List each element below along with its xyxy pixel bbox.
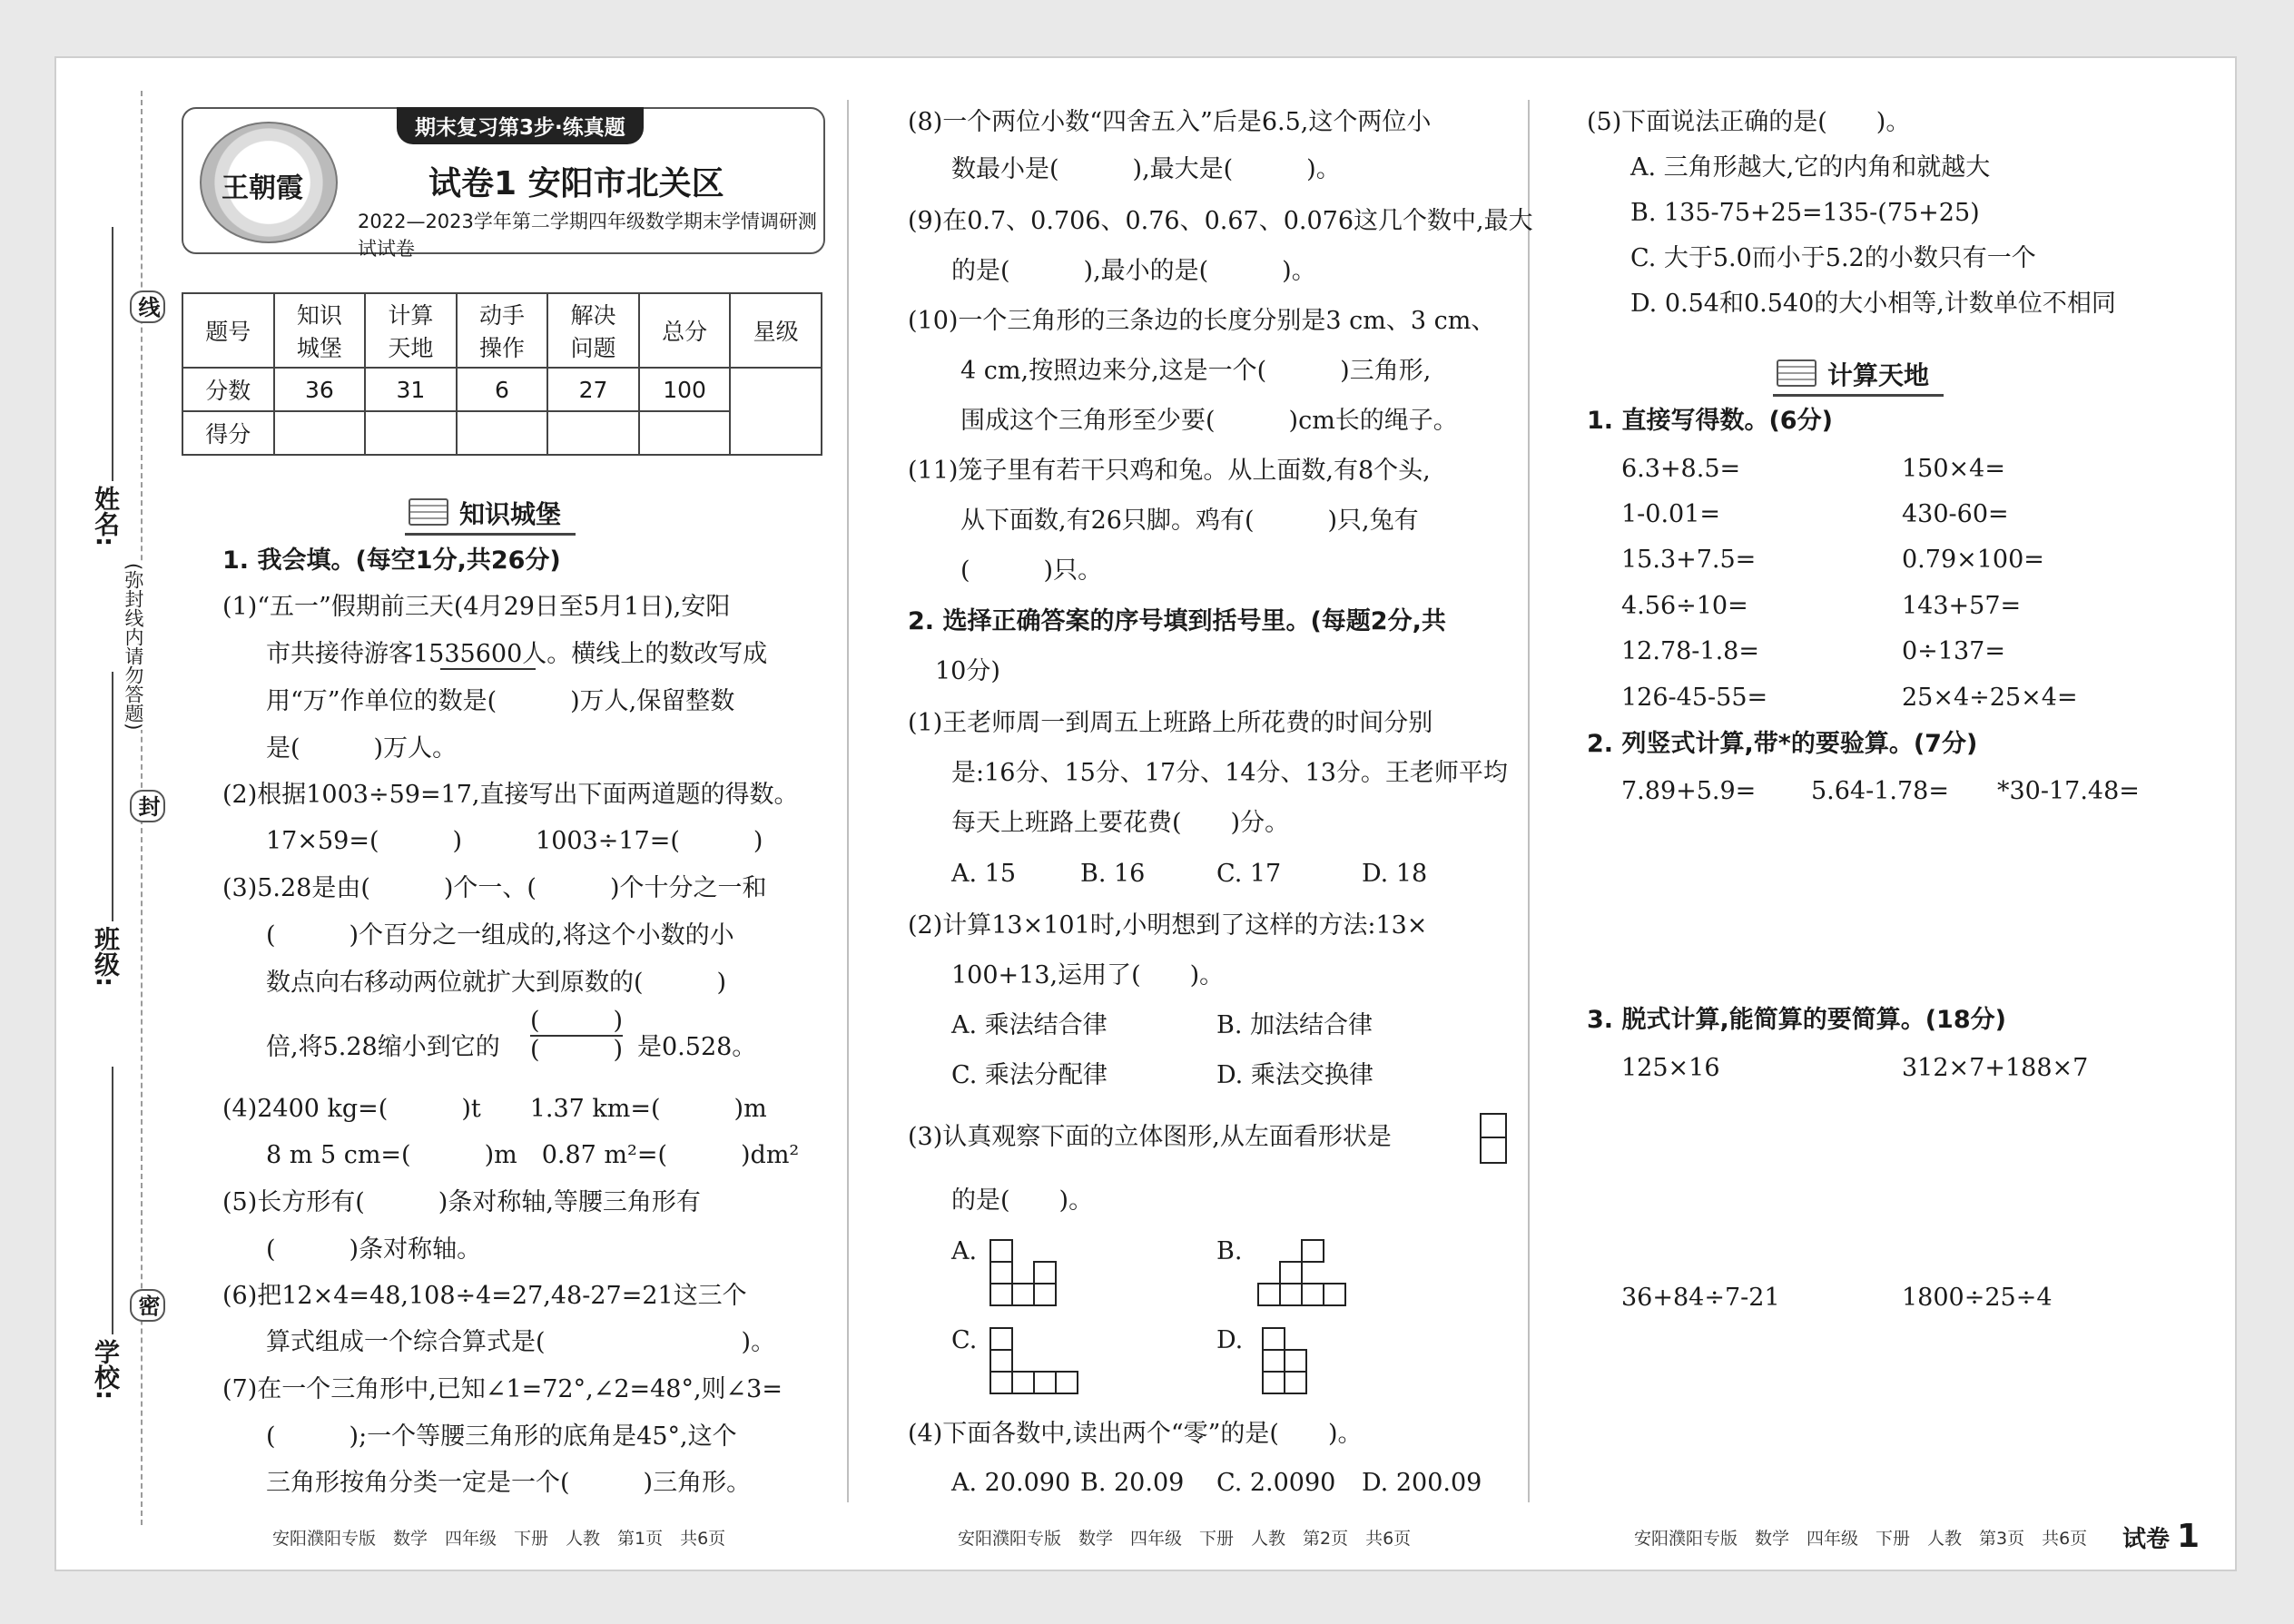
c1-line-8: ( )个百分之一组成的,将这个小数的小 xyxy=(266,921,734,950)
cube-figure-d[interactable] xyxy=(1262,1327,1362,1393)
left-view-shape xyxy=(1480,1113,1507,1164)
seal-word-secret: 密 xyxy=(130,1289,165,1322)
c1-line-13: 8 m 5 cm=( )m 0.87 m²=( )dm² xyxy=(266,1141,800,1169)
th-total: 总分 xyxy=(639,293,731,368)
c3-p3: 3. 脱式计算,能简算的要简算。(18分) xyxy=(1587,1006,2006,1034)
th-s4: 解决 问题 xyxy=(547,293,639,368)
c1-line-4: 是( )万人。 xyxy=(266,734,458,763)
column-divider-2 xyxy=(1528,100,1530,1502)
c2-line-8: 从下面数,有26只脚。鸡有( )只,兔有 xyxy=(960,507,1419,535)
c2-q4-opt-c[interactable]: C. 2.0090 xyxy=(1216,1469,1336,1497)
c1-line-0: 1. 我会填。(每空1分,共26分) xyxy=(222,546,561,575)
calc-item-7: 143+57= xyxy=(1902,592,2022,620)
c2-q4-opt-a[interactable]: A. 20.090 xyxy=(951,1469,1071,1497)
c2-line-5: 4 cm,按照边来分,这是一个( )三角形, xyxy=(960,357,1432,385)
name-label: 姓名: xyxy=(91,486,121,547)
got-s4[interactable] xyxy=(547,411,639,455)
row-score-label: 分数 xyxy=(182,368,274,411)
c2-line-3: 的是( ),最小的是( )。 xyxy=(951,257,1316,285)
binding-notice: (弥封线内请勿答题) xyxy=(120,563,147,730)
calc-item-2: 1-0.01= xyxy=(1621,500,1721,528)
step-item-0: 125×16 xyxy=(1621,1054,1720,1082)
calc-item-11: 25×4÷25×4= xyxy=(1902,684,2078,712)
calc-item-0: 6.3+8.5= xyxy=(1621,455,1741,483)
th-stars: 星级 xyxy=(730,293,822,368)
c2-line-1: 数最小是( ),最大是( )。 xyxy=(951,155,1341,183)
c1-line-7: (3)5.28是由( )个一、( )个十分之一和 xyxy=(222,874,767,902)
c1-line-5: (2)根据1003÷59=17,直接写出下面两道题的得数。 xyxy=(222,781,799,809)
c1-line-20: 三角形按角分类一定是一个( )三角形。 xyxy=(266,1469,752,1497)
book-icon xyxy=(409,498,448,526)
c1-line-16: (6)把12×4=48,108÷4=27,48-27=21这三个 xyxy=(222,1282,747,1310)
c2-q2-opt-c[interactable]: C. 乘法分配律 xyxy=(951,1061,1108,1089)
name-field[interactable] xyxy=(112,227,113,481)
c1-line-1: (1)“五一”假期前三天(4月29日至5月1日),安阳 xyxy=(222,593,731,621)
c1-line-11: 是0.528。 xyxy=(637,1033,757,1061)
cube-figure-b[interactable] xyxy=(1257,1239,1357,1304)
got-s2[interactable] xyxy=(365,411,457,455)
step-item-3: 1800÷25÷4 xyxy=(1902,1284,2053,1312)
corner-label: 试卷 1 xyxy=(2122,1518,2200,1555)
calc-item-4: 15.3+7.5= xyxy=(1621,546,1757,574)
calc-item-9: 0÷137= xyxy=(1902,637,2005,665)
got-s3[interactable] xyxy=(457,411,548,455)
c2-line-7: (11)笼子里有若干只鸡和兔。从上面数,有8个头, xyxy=(908,457,1431,485)
c2-line-18: 的是( )。 xyxy=(951,1186,1094,1215)
footer-page-2: 安阳濮阳专版 数学 四年级 下册 人教 第2页 共6页 xyxy=(958,1529,1412,1549)
th-s1: 知识 城堡 xyxy=(274,293,366,368)
step-item-2: 36+84÷7-21 xyxy=(1621,1284,1780,1312)
c2-q2-opt-b[interactable]: B. 加法结合律 xyxy=(1216,1011,1373,1039)
fraction-blank[interactable] xyxy=(530,1008,623,1064)
work-area-steps[interactable] xyxy=(1598,1094,2179,1493)
c3-p1: 1. 直接写得数。(6分) xyxy=(1587,407,1833,435)
exam-title: 试卷1 安阳市北关区 xyxy=(428,165,724,202)
c2-line-10: 2. 选择正确答案的序号填到括号里。(每题2分,共 xyxy=(908,607,1446,635)
c2-q4-opt-d[interactable]: D. 200.09 xyxy=(1362,1469,1482,1497)
c2-q3-opt-a[interactable]: A. xyxy=(951,1237,978,1265)
underline-1535600 xyxy=(440,668,536,670)
c1-line-6: 17×59=( ) 1003÷17=( ) xyxy=(266,827,763,855)
logo-text: 王朝霞 xyxy=(222,172,303,204)
c2-q4-opt-b[interactable]: B. 20.09 xyxy=(1080,1469,1185,1497)
c1-line-10: 倍,将5.28缩小到它的 xyxy=(266,1033,500,1061)
calc-item-1: 150×4= xyxy=(1902,455,2005,483)
c2-line-12: (1)王老师周一到周五上班路上所花费的时间分别 xyxy=(908,709,1433,737)
school-field[interactable] xyxy=(112,1067,113,1334)
exam-subtitle: 2022—2023学年第二学期四年级数学期末学情调研测试试卷 xyxy=(358,211,817,260)
c2-line-15: (2)计算13×101时,小明想到了这样的方法:13× xyxy=(908,911,1428,940)
footer-page-3: 安阳濮阳专版 数学 四年级 下册 人教 第3页 共6页 xyxy=(1634,1529,2088,1549)
score-s2: 31 xyxy=(365,368,457,411)
cube-figure-c[interactable] xyxy=(989,1327,1089,1393)
c3-q5-opt-b[interactable]: B. 135-75+25=135-(75+25) xyxy=(1630,199,1980,227)
work-area-vertical[interactable] xyxy=(1598,817,2179,999)
c3-q5-opt-d[interactable]: D. 0.54和0.540的大小相等,计数单位不相同 xyxy=(1630,290,2116,318)
c2-line-11: 10分) xyxy=(935,657,1000,685)
vertical-item-0: 7.89+5.9= xyxy=(1621,777,1757,805)
c2-line-16: 100+13,运用了( )。 xyxy=(951,961,1225,989)
class-label: 班级: xyxy=(91,926,121,988)
step-item-1: 312×7+188×7 xyxy=(1902,1054,2089,1082)
c1-line-17: 算式组成一个综合算式是( )。 xyxy=(266,1328,776,1356)
section-title-calc: 计算天地 xyxy=(1773,356,1944,397)
score-s4: 27 xyxy=(547,368,639,411)
footer-page-1: 安阳濮阳专版 数学 四年级 下册 人教 第1页 共6页 xyxy=(272,1529,726,1549)
c1-line-14: (5)长方形有( )条对称轴,等腰三角形有 xyxy=(222,1188,701,1216)
c2-line-9: ( )只。 xyxy=(960,556,1103,585)
c2-q1-opt-d[interactable]: D. 18 xyxy=(1362,860,1428,888)
c2-q2-opt-a[interactable]: A. 乘法结合律 xyxy=(951,1011,1108,1039)
c1-line-15: ( )条对称轴。 xyxy=(266,1235,482,1264)
seal-word-line: 线 xyxy=(130,290,165,323)
got-s1[interactable] xyxy=(274,411,366,455)
calc-item-10: 126-45-55= xyxy=(1621,684,1768,712)
vertical-item-2: *30-17.48= xyxy=(1997,777,2140,805)
calc-item-8: 12.78-1.8= xyxy=(1621,637,1759,665)
c2-q2-opt-d[interactable]: D. 乘法交换律 xyxy=(1216,1061,1373,1089)
c2-line-6: 围成这个三角形至少要( )cm长的绳子。 xyxy=(960,407,1458,435)
c2-line-13: 是:16分、15分、17分、14分、13分。王老师平均 xyxy=(951,759,1508,787)
section-title-knowledge: 知识城堡 xyxy=(405,495,576,536)
c1-line-12: (4)2400 kg=( )t 1.37 km=( )m xyxy=(222,1095,767,1123)
calc-item-3: 430-60= xyxy=(1902,500,2009,528)
corner-number: 1 xyxy=(2177,1518,2200,1555)
c2-line-17: (3)认真观察下面的立体图形,从左面看形状是 xyxy=(908,1123,1392,1151)
th-s2: 计算 天地 xyxy=(365,293,457,368)
c2-line-19: (4)下面各数中,读出两个“零”的是( )。 xyxy=(908,1420,1363,1448)
th-s3: 动手 操作 xyxy=(457,293,548,368)
brand-logo xyxy=(200,122,338,243)
star-cell[interactable] xyxy=(730,368,822,455)
c3-p2: 2. 列竖式计算,带*的要验算。(7分) xyxy=(1587,730,1978,758)
c2-q3-opt-c[interactable]: C. xyxy=(951,1326,978,1354)
score-total: 100 xyxy=(639,368,731,411)
c1-line-3: 用“万”作单位的数是( )万人,保留整数 xyxy=(266,687,735,715)
c3-q5: (5)下面说法正确的是( )。 xyxy=(1587,108,1911,136)
calc-item-5: 0.79×100= xyxy=(1902,546,2044,574)
c1-line-2: 市共接待游客1535600人。横线上的数改写成 xyxy=(266,640,768,668)
c3-q5-opt-c[interactable]: C. 大于5.0而小于5.2的小数只有一个 xyxy=(1630,244,2036,272)
c2-q1-opt-c[interactable]: C. 17 xyxy=(1216,860,1282,888)
c2-q3-opt-b[interactable]: B. xyxy=(1216,1237,1243,1265)
column-divider-1 xyxy=(847,100,849,1502)
c2-q3-opt-d[interactable]: D. xyxy=(1216,1326,1244,1354)
exam-header xyxy=(182,107,825,260)
c2-q1-opt-a[interactable]: A. 15 xyxy=(951,860,1017,888)
vertical-item-1: 5.64-1.78= xyxy=(1811,777,1949,805)
step-badge: 期末复习第3步·练真题 xyxy=(397,107,644,144)
book-icon xyxy=(1777,359,1816,387)
c2-q1-opt-b[interactable]: B. 16 xyxy=(1080,860,1146,888)
c1-line-9: 数点向右移动两位就扩大到原数的( ) xyxy=(266,969,727,997)
th-question: 题号 xyxy=(182,293,274,368)
calc-item-6: 4.56÷10= xyxy=(1621,592,1748,620)
got-total[interactable] xyxy=(639,411,731,455)
seal-word-seal: 封 xyxy=(130,790,165,822)
c1-line-19: ( );一个等腰三角形的底角是45°,这个 xyxy=(266,1422,737,1451)
c3-q5-opt-a[interactable]: A. 三角形越大,它的内角和就越大 xyxy=(1630,153,1991,182)
c2-line-2: (9)在0.7、0.706、0.76、0.67、0.076这几个数中,最大 xyxy=(908,207,1533,235)
c2-line-14: 每天上班路上要花费( )分。 xyxy=(951,809,1290,837)
frac-den: ( ) xyxy=(530,1036,624,1064)
school-label: 学校: xyxy=(91,1339,121,1401)
frac-num: ( ) xyxy=(530,1007,624,1035)
class-field[interactable] xyxy=(112,672,113,921)
score-s3: 6 xyxy=(457,368,548,411)
c2-line-4: (10)一个三角形的三条边的长度分别是3 cm、3 cm、 xyxy=(908,307,1496,335)
cube-figure-a[interactable] xyxy=(989,1239,1089,1304)
c2-line-0: (8)一个两位小数“四舍五入”后是6.5,这个两位小 xyxy=(908,108,1432,136)
score-table xyxy=(182,292,822,456)
score-s1: 36 xyxy=(274,368,366,411)
row-got-label: 得分 xyxy=(182,411,274,455)
c1-line-18: (7)在一个三角形中,已知∠1=72°,∠2=48°,则∠3= xyxy=(222,1375,783,1403)
